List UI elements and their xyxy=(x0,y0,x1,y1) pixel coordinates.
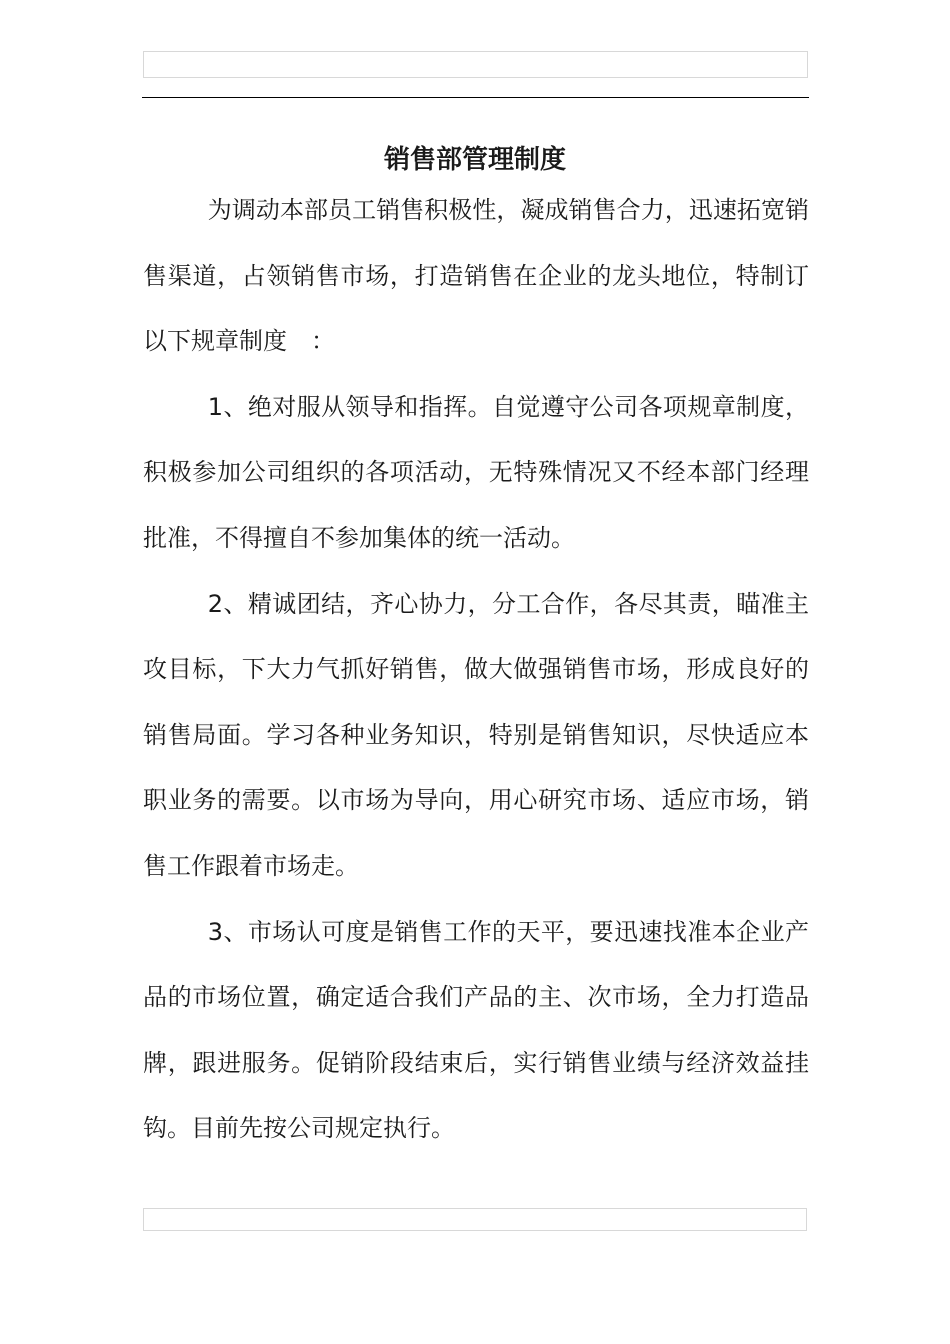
rule-paragraph-1: 1、绝对服从领导和指挥。自觉遵守公司各项规章制度，积极参加公司组织的各项活动，无特殊情况又不经本部门经理批准，不得擅自不参加集体的统一活动。 xyxy=(143,392,809,552)
document-body xyxy=(143,178,809,1162)
rule-paragraph-3: 3、市场认可度是销售工作的天平，要迅速找准本企业产品的市场位置，确定适合我们产品的主、次市场，全力打造品牌，跟进服务。促销阶段结束后，实行销售业绩与经济效益挂钩。目前先按公司规定执行。 xyxy=(143,917,809,1143)
page-footer-box xyxy=(143,1208,807,1231)
header-divider xyxy=(142,97,809,98)
page-header-box xyxy=(143,51,808,78)
rule-paragraph-2: 2、精诚团结，齐心协力，分工合作，各尽其责，瞄准主攻目标，下大力气抓好销售，做大做强销售市场，形成良好的销售局面。学习各种业务知识，特别是销售知识，尽快适应本职业务的需要。以市场为导向，用心研究市场、适应市场，销售工作跟着市场走。 xyxy=(143,589,809,880)
document-title: 销售部管理制度 xyxy=(383,145,566,175)
intro-paragraph: 为调动本部员工销售积极性，凝成销售合力，迅速拓宽销售渠道，占领销售市场，打造销售在企业的龙头地位，特制订以下规章制度 ： xyxy=(143,196,809,356)
